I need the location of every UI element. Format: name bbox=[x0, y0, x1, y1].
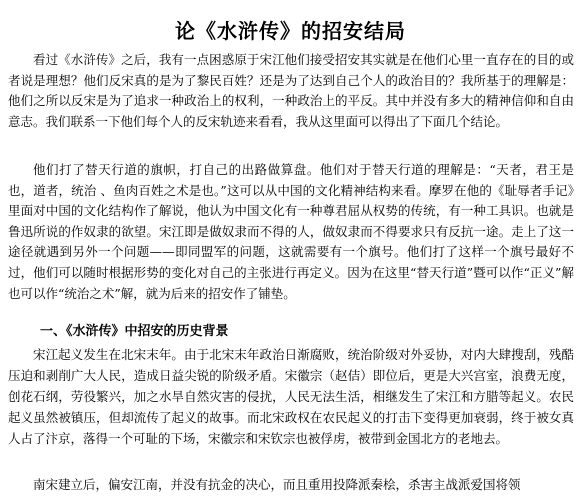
document-title: 论《水浒传》的招安结局 bbox=[175, 19, 406, 44]
paragraph-intro: 看过《水浒传》之后，我有一点困惑原于宋江他们接受招安其实就是在他们心里一直存在的目的或者说是理想？他们反宋真的是为了黎民百姓？还是为了达到自己个人的政治目的？我所基于的理解是：他们之所以反宋是为了追求一种政治上的权利，一种政治上的平反。其中并没有多大的精神信仰和自由意志。我们联系一下他们每个人的反宋轨迹来看看，我从这里面可以得出了下面几个结论。 bbox=[8, 52, 574, 129]
paragraph-southern-song: 南宋建立后，偏安江南，并没有抗金的决心，而且重用投降派秦桧，杀害主战派爱国将领 bbox=[33, 477, 521, 492]
section-heading: 一、《水浒传》中招安的历史背景 bbox=[40, 324, 229, 339]
paragraph-history: 宋江起义发生在北宋末年。由于北宋末年政治日渐腐败，统治阶级对外妥协，对内大肆搜刮，残酷压迫和剥削广大人民，造成日益尖锐的阶级矛盾。宋徽宗（赵佶）即位后，更是大兴宫室，浪费无度，创花石纲，劳役繁兴，加之水旱自然灾害的侵扰，人民无法生活，相继发生了宋江和方腊等起义。农民起义虽然被镇压，但却流传了起义的故事。而北宋政权在农民起义的打击下变得更加衰弱，终于被女真人占了汴京，落得一个可耻的下场，宋徽宗和宋钦宗也被俘虏，被带到金国北方的老地去。 bbox=[8, 347, 574, 446]
paragraph-banner: 他们打了替天行道的旗帜，打自己的出路做算盘。他们对于替天行道的理解是：“天者，君王是也，道者，统治 、鱼肉百姓之术是也。”这可以从中国的文化精神结构来看。摩罗在他的《耻辱者手记》里面对中国的文化结构作了解说，他认为中国文化有一种尊君屈从权势的传统，有一种工具识。也就是鲁迅所说的作奴隶的欲望。宋江即是做奴隶而不得的人，做奴隶而不得要求只有反抗一途。走上了这一途径就遇到另外一个问题——即同盟军的问题，这就需要有一个旗号。他们打了这样一个旗号最好不过，他们可以随时根据形势的变化对自己的主张进行再定义。因为在这里“替天行道”暨可以作“正义”解也可以作“统治之术”解，就为后来的招安作了铺垫。 bbox=[8, 162, 574, 301]
